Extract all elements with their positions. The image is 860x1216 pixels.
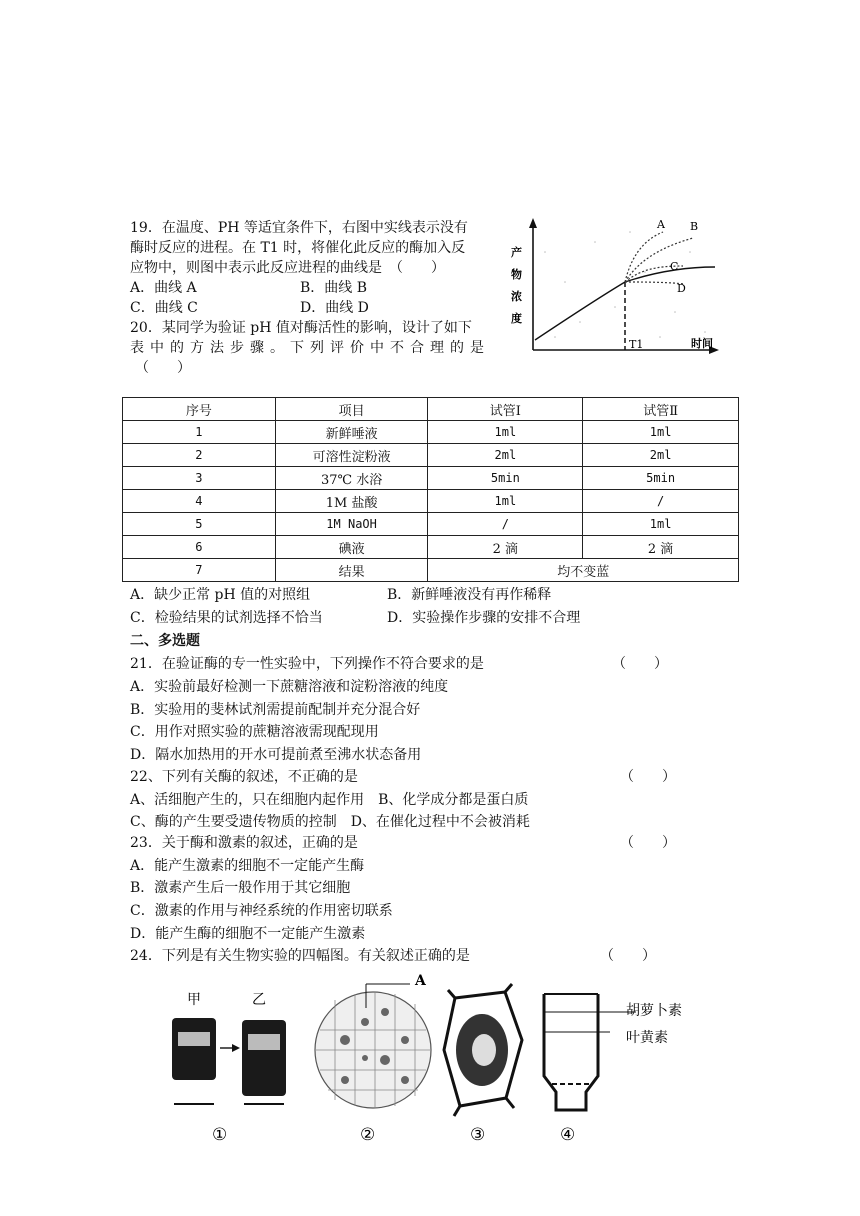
- curve-label-d: D: [677, 282, 686, 295]
- table-row: 4 1M 盐酸 1ml /: [123, 490, 739, 513]
- q19-line-1: 19．在温度、PH 等适宜条件下，右图中实线表示没有: [130, 220, 468, 236]
- q19-line-3: 应物中，则图中表示此反应进程的曲线是 （ ）: [130, 260, 445, 276]
- q21-paren: （ ）: [612, 656, 668, 672]
- figure-2-microscope-field: [315, 973, 431, 1145]
- arrow-icon: [232, 1044, 240, 1052]
- q21-stem: 21．在验证酶的专一性实验中，下列操作不符合要求的是: [130, 656, 484, 672]
- q23-option-b: B．激素产生后一般作用于其它细胞: [130, 880, 351, 896]
- question-19: [130, 218, 495, 378]
- y-axis-arrow: [529, 218, 537, 228]
- answer-paren: （ ）: [396, 260, 445, 276]
- q20-option-c: C．检验结果的试剂选择不恰当: [130, 610, 323, 626]
- figure-4-chromatography: [544, 994, 682, 1145]
- q21-option-c: C．用作对照实验的蔗糖溶液需现配现用: [130, 724, 379, 740]
- y-label-4: 度: [511, 312, 522, 325]
- curve-d: [625, 282, 685, 284]
- figure-number-4: ④: [560, 1125, 576, 1145]
- q24-paren: （ ）: [600, 948, 656, 964]
- figure-number-1: ①: [212, 1125, 228, 1145]
- reaction-curve-graph: [505, 212, 730, 357]
- experiment-steps-table: [122, 397, 739, 582]
- header-item: 项目: [275, 398, 428, 421]
- q21-option-a: A．实验前最好检测一下蔗糖溶液和淀粉溶液的纯度: [130, 679, 449, 695]
- q20-line-1: 20．某同学为验证 pH 值对酶活性的影响，设计了如下: [130, 320, 472, 336]
- q23-option-c: C．激素的作用与神经系统的作用密切联系: [130, 903, 393, 919]
- q22-stem: 22、下列有关酶的叙述，不正确的是: [130, 769, 358, 785]
- table-row: 2 可溶性淀粉液 2ml 2ml: [123, 444, 739, 467]
- q20-line-2: 表中的方法步骤。下列评价中不合理的是: [130, 340, 490, 356]
- label-xanthophyll: 叶黄素: [626, 1029, 668, 1045]
- y-label-3: 浓: [511, 290, 522, 303]
- vacuole: [472, 1034, 496, 1066]
- q24-stem: 24．下列是有关生物实验的四幅图。有关叙述正确的是: [130, 948, 470, 964]
- section-heading: 二、多选题: [130, 633, 200, 649]
- q22-options-cd: C、酶的产生要受遗传物质的控制 D、在催化过程中不会被消耗: [130, 814, 530, 830]
- header-tube-2: 试管Ⅱ: [583, 398, 739, 421]
- header-index: 序号: [123, 398, 276, 421]
- figure-3-plant-cell: [444, 984, 522, 1145]
- curve-label-c: C: [670, 260, 679, 273]
- filter-paper-strip: [544, 994, 598, 1110]
- table-row: 5 1M NaOH / 1ml: [123, 513, 739, 536]
- q21-option-b: B．实验用的斐林试剂需提前配制并充分混合好: [130, 702, 421, 718]
- q23-option-d: D．能产生酶的细胞不一定能产生激素: [130, 926, 366, 942]
- label-jia: 甲: [187, 991, 201, 1007]
- label-yi: 乙: [252, 991, 266, 1007]
- table-row: 1 新鲜唾液 1ml 1ml: [123, 421, 739, 444]
- lens-yi-icon: [242, 1020, 286, 1096]
- option-c: C．曲线 C: [130, 300, 198, 316]
- q21-option-d: D．隔水加热用的开水可提前煮至沸水状态备用: [130, 747, 422, 763]
- q19-options-ab: [130, 278, 495, 298]
- table-row: 6 碘液 2 滴 2 滴: [123, 536, 739, 559]
- q19-line-2: 酶时反应的进程。在 T1 时，将催化此反应的酶加入反: [130, 240, 466, 256]
- option-b: B．曲线 B: [300, 280, 368, 296]
- q23-stem: 23．关于酶和激素的叙述，正确的是: [130, 835, 358, 851]
- y-label-2: 物: [511, 268, 522, 281]
- t1-label: T1: [629, 338, 644, 351]
- figure-number-3: ③: [470, 1125, 486, 1145]
- table-row: 7 结果 均不变蓝: [123, 559, 739, 582]
- option-d: D．曲线 D: [300, 300, 369, 316]
- q20-option-a: A．缺少正常 pH 值的对照组: [130, 587, 311, 603]
- experiment-figures: [160, 970, 720, 1150]
- table-row: 3 37℃ 水浴 5min 5min: [123, 467, 739, 490]
- table-header-row: [123, 398, 739, 421]
- curve-solid-no-enzyme: [535, 267, 715, 340]
- option-a: A．曲线 A: [130, 280, 197, 296]
- q22-options-ab: A、活细胞产生的，只在细胞内起作用 B、化学成分都是蛋白质: [130, 792, 529, 808]
- curve-label-b: B: [690, 220, 699, 233]
- label-a: A: [415, 973, 426, 989]
- q22-paren: （ ）: [620, 769, 676, 785]
- q23-paren: （ ）: [620, 835, 676, 851]
- q20-option-d: D．实验操作步骤的安排不合理: [387, 610, 581, 626]
- figure-number-2: ②: [360, 1125, 376, 1145]
- x-label: 时间: [691, 337, 713, 350]
- q19-options-cd: [130, 298, 495, 318]
- q20-option-b: B．新鲜唾液没有再作稀释: [387, 587, 552, 603]
- result-merged-cell: 均不变蓝: [428, 559, 739, 582]
- y-label-1: 产: [511, 246, 522, 259]
- q20-paren: （ ）: [135, 360, 191, 376]
- label-carotene: 胡萝卜素: [626, 1002, 682, 1018]
- curve-label-a: A: [657, 218, 665, 231]
- q23-option-a: A．能产生激素的细胞不一定能产生酶: [130, 858, 365, 874]
- header-tube-1: 试管Ⅰ: [428, 398, 583, 421]
- figure-1-objective-lenses: [172, 991, 286, 1145]
- lens-jia-icon: [172, 1018, 216, 1080]
